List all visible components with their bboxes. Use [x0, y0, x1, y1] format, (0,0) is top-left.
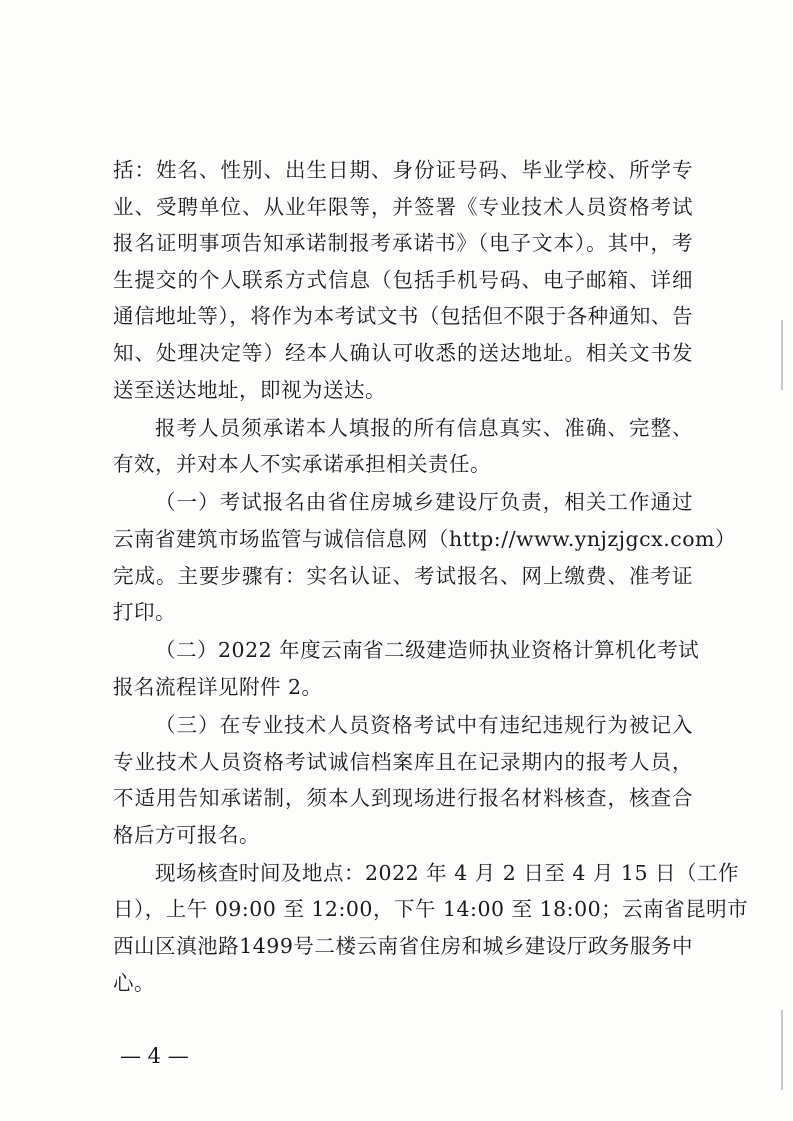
- paragraph: [113, 152, 693, 408]
- paragraph-line: （二）2022 年度云南省二级建造师执业资格计算机化考试: [155, 638, 700, 663]
- paragraph-line: 报名证明事项告知承诺制报考承诺书》（电子文本）。其中，考: [113, 231, 693, 256]
- paragraph: [113, 707, 693, 853]
- paragraph-line: 完成。主要步骤有：实名认证、考试报名、网上缴费、准考证: [113, 563, 693, 588]
- paragraph-line: 报名流程详见附件 2。: [113, 674, 323, 699]
- paragraph-line: 报考人员须承诺本人填报的所有信息真实、准确、完整、: [155, 415, 693, 440]
- paragraph-line: 不适用告知承诺制，须本人到现场进行报名材料核查，核查合: [113, 786, 693, 811]
- paragraph-line: 格后方可报名。: [113, 822, 260, 847]
- paragraph-line: 知、处理决定等）经本人确认可收悉的送达地址。相关文书发: [113, 340, 693, 365]
- paragraph-line: 现场核查时间及地点：2022 年 4 月 2 日至 4 月 15 日（工作: [155, 860, 740, 885]
- scan-edge-mark: [781, 1010, 783, 1090]
- paragraph-line: （三）在专业技术人员资格考试中有违纪违规行为被记入: [155, 712, 693, 737]
- paragraph-line: 心。: [113, 970, 155, 995]
- paragraph: [113, 855, 749, 1001]
- page-number: — 4 —: [120, 1044, 189, 1068]
- paragraph-line: 专业技术人员资格考试诚信档案库且在记录期内的报考人员，: [113, 749, 693, 774]
- paragraph-line: 云南省建筑市场监管与诚信信息网（http://www.ynjzjgcx.com）: [113, 526, 736, 551]
- paragraph-line: 通信地址等），将作为本考试文书（包括但不限于各种通知、告: [113, 304, 693, 329]
- paragraph-line: 日），上午 09:00 至 12:00，下午 14:00 至 18:00；云南省昆明市: [113, 897, 749, 922]
- scan-edge-mark: [781, 320, 783, 390]
- paragraph-line: 业、受聘单位、从业年限等，并签署《专业技术人员资格考试: [113, 194, 693, 219]
- paragraph-line: 打印。: [113, 600, 176, 625]
- body-text: [113, 152, 749, 1001]
- paragraph: [113, 632, 700, 705]
- paragraph-line: 西山区滇池路1499号二楼云南省住房和城乡建设厅政务服务中: [113, 933, 693, 958]
- paragraph: [113, 410, 693, 483]
- paragraph-line: 送至送达地址，即视为送达。: [113, 377, 386, 402]
- paragraph: [113, 484, 736, 630]
- paragraph-line: 有效，并对本人不实承诺承担相关责任。: [113, 452, 491, 477]
- paragraph-line: 括：姓名、性别、出生日期、身份证号码、毕业学校、所学专: [113, 158, 693, 182]
- paragraph-line: （一）考试报名由省住房城乡建设厅负责，相关工作通过: [155, 490, 693, 515]
- paragraph-line: 生提交的个人联系方式信息（包括手机号码、电子邮箱、详细: [113, 267, 693, 292]
